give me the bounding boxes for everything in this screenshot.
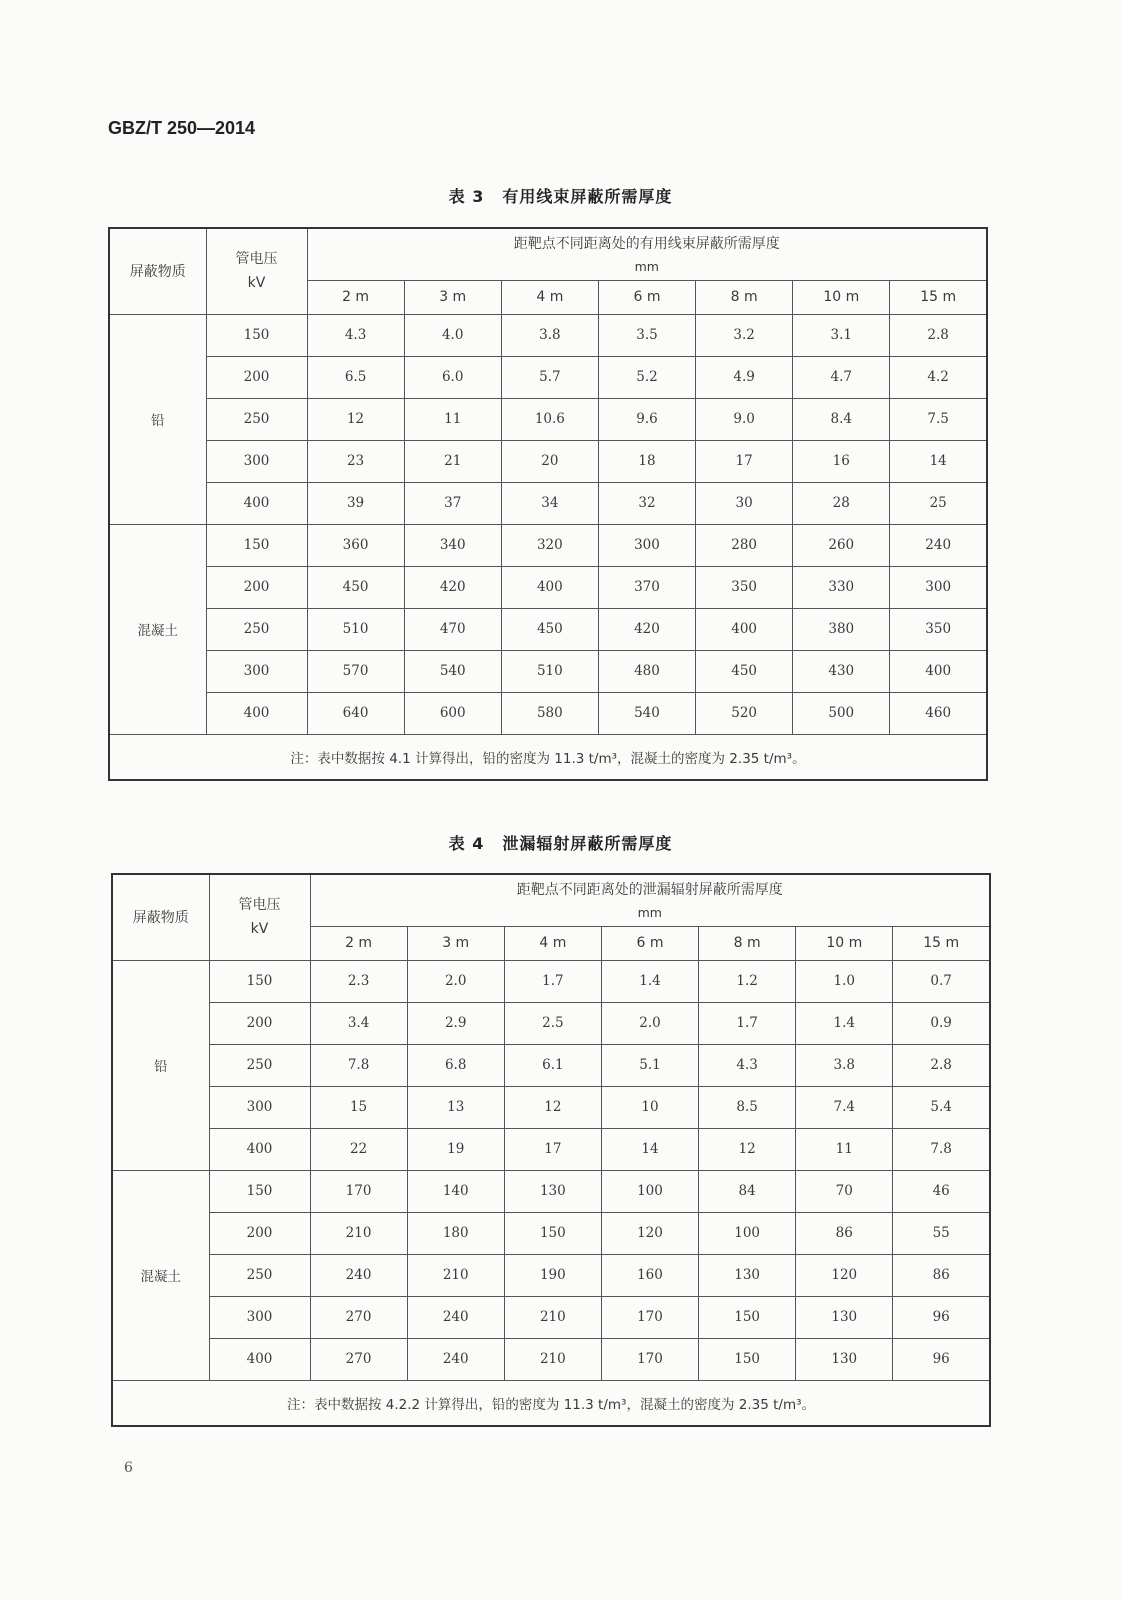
thickness-cell: 19: [407, 1128, 504, 1170]
thickness-cell: 350: [890, 608, 987, 650]
thickness-cell: 12: [504, 1086, 601, 1128]
thickness-cell: 1.4: [601, 960, 698, 1002]
thickness-cell: 100: [601, 1170, 698, 1212]
thickness-cell: 240: [407, 1296, 504, 1338]
thickness-cell: 460: [890, 692, 987, 734]
voltage-cell: 150: [206, 314, 307, 356]
thickness-cell: 86: [893, 1254, 990, 1296]
voltage-label: 管电压: [235, 251, 278, 268]
table-row: [109, 356, 987, 398]
distance-span-unit: mm: [634, 259, 659, 275]
voltage-cell: 200: [206, 566, 307, 608]
thickness-cell: 11: [404, 398, 501, 440]
voltage-cell: 300: [209, 1086, 310, 1128]
thickness-cell: 34: [501, 482, 598, 524]
voltage-column-header: [206, 228, 307, 314]
thickness-cell: 10.6: [501, 398, 598, 440]
thickness-cell: 2.0: [407, 960, 504, 1002]
thickness-cell: 640: [307, 692, 404, 734]
thickness-cell: 370: [598, 566, 695, 608]
material-column-header: 屏蔽物质: [109, 228, 206, 314]
thickness-cell: 46: [893, 1170, 990, 1212]
voltage-cell: 250: [209, 1044, 310, 1086]
thickness-cell: 21: [404, 440, 501, 482]
thickness-cell: 18: [598, 440, 695, 482]
distance-header-cell: 3 m: [407, 926, 504, 960]
thickness-cell: 4.9: [696, 356, 793, 398]
thickness-cell: 450: [696, 650, 793, 692]
thickness-cell: 300: [890, 566, 987, 608]
distance-header-cell: 4 m: [501, 280, 598, 314]
table-row: [112, 1086, 990, 1128]
thickness-cell: 7.4: [796, 1086, 893, 1128]
thickness-cell: 11: [796, 1128, 893, 1170]
thickness-cell: 15: [310, 1086, 407, 1128]
table-row: [109, 482, 987, 524]
standard-code: GBZ/T 250—2014: [108, 118, 256, 138]
thickness-cell: 9.0: [696, 398, 793, 440]
voltage-cell: 150: [206, 524, 307, 566]
thickness-cell: 480: [598, 650, 695, 692]
thickness-cell: 32: [598, 482, 695, 524]
thickness-cell: 2.0: [601, 1002, 698, 1044]
thickness-cell: 14: [601, 1128, 698, 1170]
thickness-cell: 2.8: [890, 314, 987, 356]
thickness-cell: 430: [793, 650, 890, 692]
table-row: [112, 1254, 990, 1296]
voltage-label: 管电压: [238, 897, 281, 914]
material-cell: 混凝土: [109, 524, 206, 734]
table-4-number: 表 4: [448, 834, 485, 853]
thickness-cell: 17: [504, 1128, 601, 1170]
thickness-cell: 0.9: [893, 1002, 990, 1044]
voltage-unit: kV: [250, 921, 269, 938]
thickness-cell: 330: [793, 566, 890, 608]
material-cell: 铅: [112, 960, 209, 1170]
thickness-cell: 240: [310, 1254, 407, 1296]
voltage-cell: 300: [209, 1296, 310, 1338]
table-row: [109, 650, 987, 692]
thickness-cell: 280: [696, 524, 793, 566]
thickness-cell: 510: [501, 650, 598, 692]
distance-header-cell: 3 m: [404, 280, 501, 314]
thickness-cell: 14: [890, 440, 987, 482]
voltage-cell: 150: [209, 960, 310, 1002]
thickness-cell: 210: [504, 1338, 601, 1380]
thickness-cell: 270: [310, 1296, 407, 1338]
thickness-cell: 190: [504, 1254, 601, 1296]
voltage-cell: 300: [206, 650, 307, 692]
voltage-cell: 200: [206, 356, 307, 398]
table-4-title: 泄漏辐射屏蔽所需厚度: [502, 834, 673, 853]
thickness-cell: 340: [404, 524, 501, 566]
table-row: [112, 1296, 990, 1338]
distance-header-cell: 10 m: [796, 926, 893, 960]
table-3-caption: [0, 184, 1121, 207]
thickness-cell: 240: [890, 524, 987, 566]
distance-span-header: [307, 228, 987, 280]
voltage-cell: 300: [206, 440, 307, 482]
thickness-cell: 170: [601, 1338, 698, 1380]
table-row: [109, 314, 987, 356]
voltage-cell: 400: [209, 1128, 310, 1170]
distance-header-cell: 10 m: [793, 280, 890, 314]
table-row: [109, 440, 987, 482]
thickness-cell: 7.5: [890, 398, 987, 440]
thickness-cell: 420: [598, 608, 695, 650]
thickness-cell: 400: [501, 566, 598, 608]
table-row: [109, 566, 987, 608]
thickness-cell: 1.7: [699, 1002, 796, 1044]
table-3-title: 有用线束屏蔽所需厚度: [502, 187, 673, 206]
thickness-cell: 500: [793, 692, 890, 734]
thickness-cell: 130: [699, 1254, 796, 1296]
voltage-cell: 200: [209, 1212, 310, 1254]
thickness-cell: 2.3: [310, 960, 407, 1002]
table-row: [112, 1212, 990, 1254]
thickness-cell: 6.1: [504, 1044, 601, 1086]
thickness-cell: 450: [307, 566, 404, 608]
distance-span-title: 距靶点不同距离处的有用线束屏蔽所需厚度: [513, 236, 780, 253]
thickness-cell: 3.4: [310, 1002, 407, 1044]
voltage-cell: 400: [209, 1338, 310, 1380]
thickness-cell: 360: [307, 524, 404, 566]
thickness-cell: 4.0: [404, 314, 501, 356]
thickness-cell: 3.5: [598, 314, 695, 356]
distance-header-cell: 6 m: [601, 926, 698, 960]
table-note: 注：表中数据按 4.1 计算得出，铅的密度为 11.3 t/m³，混凝土的密度为 2.35 t/m³。: [109, 734, 987, 780]
table-note: 注：表中数据按 4.2.2 计算得出，铅的密度为 11.3 t/m³，混凝土的密度为 2.35 t/m³。: [112, 1380, 990, 1426]
thickness-cell: 1.7: [504, 960, 601, 1002]
thickness-cell: 96: [893, 1338, 990, 1380]
thickness-cell: 13: [407, 1086, 504, 1128]
table-row: [112, 1338, 990, 1380]
thickness-cell: 400: [890, 650, 987, 692]
voltage-cell: 250: [206, 398, 307, 440]
useful-beam-shielding-table: [108, 227, 988, 781]
thickness-cell: 600: [404, 692, 501, 734]
distance-span-title: 距靶点不同距离处的泄漏辐射屏蔽所需厚度: [516, 882, 783, 899]
thickness-cell: 8.5: [699, 1086, 796, 1128]
thickness-cell: 470: [404, 608, 501, 650]
thickness-cell: 12: [699, 1128, 796, 1170]
distance-header-cell: 8 m: [699, 926, 796, 960]
thickness-cell: 12: [307, 398, 404, 440]
thickness-cell: 37: [404, 482, 501, 524]
thickness-cell: 150: [699, 1338, 796, 1380]
thickness-cell: 16: [793, 440, 890, 482]
thickness-cell: 5.7: [501, 356, 598, 398]
table-row: [112, 1128, 990, 1170]
thickness-cell: 350: [696, 566, 793, 608]
voltage-unit: kV: [247, 275, 266, 292]
voltage-cell: 150: [209, 1170, 310, 1212]
distance-header-cell: 2 m: [310, 926, 407, 960]
thickness-cell: 580: [501, 692, 598, 734]
thickness-cell: 20: [501, 440, 598, 482]
distance-header-cell: 2 m: [307, 280, 404, 314]
thickness-cell: 130: [796, 1338, 893, 1380]
distance-header-cell: 15 m: [893, 926, 990, 960]
thickness-cell: 2.5: [504, 1002, 601, 1044]
thickness-cell: 4.7: [793, 356, 890, 398]
thickness-cell: 130: [504, 1170, 601, 1212]
thickness-cell: 8.4: [793, 398, 890, 440]
thickness-cell: 3.2: [696, 314, 793, 356]
thickness-cell: 6.5: [307, 356, 404, 398]
thickness-cell: 7.8: [310, 1044, 407, 1086]
thickness-cell: 22: [310, 1128, 407, 1170]
table-row: [112, 1170, 990, 1212]
thickness-cell: 270: [310, 1338, 407, 1380]
distance-span-unit: mm: [637, 905, 662, 921]
voltage-cell: 200: [209, 1002, 310, 1044]
distance-header-cell: 6 m: [598, 280, 695, 314]
thickness-cell: 96: [893, 1296, 990, 1338]
thickness-cell: 2.9: [407, 1002, 504, 1044]
thickness-cell: 240: [407, 1338, 504, 1380]
material-cell: 铅: [109, 314, 206, 524]
thickness-cell: 510: [307, 608, 404, 650]
page-number: 6: [124, 1460, 133, 1476]
thickness-cell: 1.2: [699, 960, 796, 1002]
material-column-header: 屏蔽物质: [112, 874, 209, 960]
thickness-cell: 25: [890, 482, 987, 524]
thickness-cell: 30: [696, 482, 793, 524]
thickness-cell: 3.1: [793, 314, 890, 356]
table-row: [109, 524, 987, 566]
thickness-cell: 23: [307, 440, 404, 482]
distance-header-cell: 15 m: [890, 280, 987, 314]
table-row: [109, 608, 987, 650]
thickness-cell: 84: [699, 1170, 796, 1212]
thickness-cell: 55: [893, 1212, 990, 1254]
thickness-cell: 1.4: [796, 1002, 893, 1044]
thickness-cell: 150: [504, 1212, 601, 1254]
thickness-cell: 70: [796, 1170, 893, 1212]
thickness-cell: 170: [310, 1170, 407, 1212]
thickness-cell: 140: [407, 1170, 504, 1212]
thickness-cell: 160: [601, 1254, 698, 1296]
voltage-cell: 250: [209, 1254, 310, 1296]
thickness-cell: 10: [601, 1086, 698, 1128]
thickness-cell: 210: [310, 1212, 407, 1254]
thickness-cell: 540: [404, 650, 501, 692]
thickness-cell: 2.8: [893, 1044, 990, 1086]
voltage-cell: 400: [206, 482, 307, 524]
table-4-caption: [0, 831, 1121, 854]
distance-span-header: [310, 874, 990, 926]
thickness-cell: 130: [796, 1296, 893, 1338]
thickness-cell: 450: [501, 608, 598, 650]
thickness-cell: 6.0: [404, 356, 501, 398]
thickness-cell: 6.8: [407, 1044, 504, 1086]
thickness-cell: 380: [793, 608, 890, 650]
thickness-cell: 3.8: [501, 314, 598, 356]
thickness-cell: 3.8: [796, 1044, 893, 1086]
thickness-cell: 28: [793, 482, 890, 524]
distance-header-cell: 4 m: [504, 926, 601, 960]
thickness-cell: 180: [407, 1212, 504, 1254]
table-3-number: 表 3: [448, 187, 485, 206]
material-cell: 混凝土: [112, 1170, 209, 1380]
thickness-cell: 150: [699, 1296, 796, 1338]
thickness-cell: 4.3: [699, 1044, 796, 1086]
table-row: [112, 1002, 990, 1044]
thickness-cell: 210: [504, 1296, 601, 1338]
thickness-cell: 120: [796, 1254, 893, 1296]
thickness-cell: 210: [407, 1254, 504, 1296]
thickness-cell: 320: [501, 524, 598, 566]
thickness-cell: 0.7: [893, 960, 990, 1002]
table-row: [109, 398, 987, 440]
thickness-cell: 1.0: [796, 960, 893, 1002]
distance-header-cell: 8 m: [696, 280, 793, 314]
voltage-column-header: [209, 874, 310, 960]
thickness-cell: 120: [601, 1212, 698, 1254]
thickness-cell: 17: [696, 440, 793, 482]
thickness-cell: 540: [598, 692, 695, 734]
voltage-cell: 400: [206, 692, 307, 734]
thickness-cell: 300: [598, 524, 695, 566]
thickness-cell: 400: [696, 608, 793, 650]
table-row: [109, 692, 987, 734]
thickness-cell: 4.3: [307, 314, 404, 356]
thickness-cell: 570: [307, 650, 404, 692]
thickness-cell: 170: [601, 1296, 698, 1338]
thickness-cell: 5.1: [601, 1044, 698, 1086]
thickness-cell: 5.2: [598, 356, 695, 398]
table-row: [112, 1044, 990, 1086]
thickness-cell: 420: [404, 566, 501, 608]
thickness-cell: 520: [696, 692, 793, 734]
voltage-cell: 250: [206, 608, 307, 650]
thickness-cell: 9.6: [598, 398, 695, 440]
thickness-cell: 100: [699, 1212, 796, 1254]
thickness-cell: 4.2: [890, 356, 987, 398]
thickness-cell: 260: [793, 524, 890, 566]
thickness-cell: 86: [796, 1212, 893, 1254]
thickness-cell: 7.8: [893, 1128, 990, 1170]
thickness-cell: 5.4: [893, 1086, 990, 1128]
thickness-cell: 39: [307, 482, 404, 524]
table-row: [112, 960, 990, 1002]
leakage-radiation-shielding-table: [111, 873, 991, 1427]
